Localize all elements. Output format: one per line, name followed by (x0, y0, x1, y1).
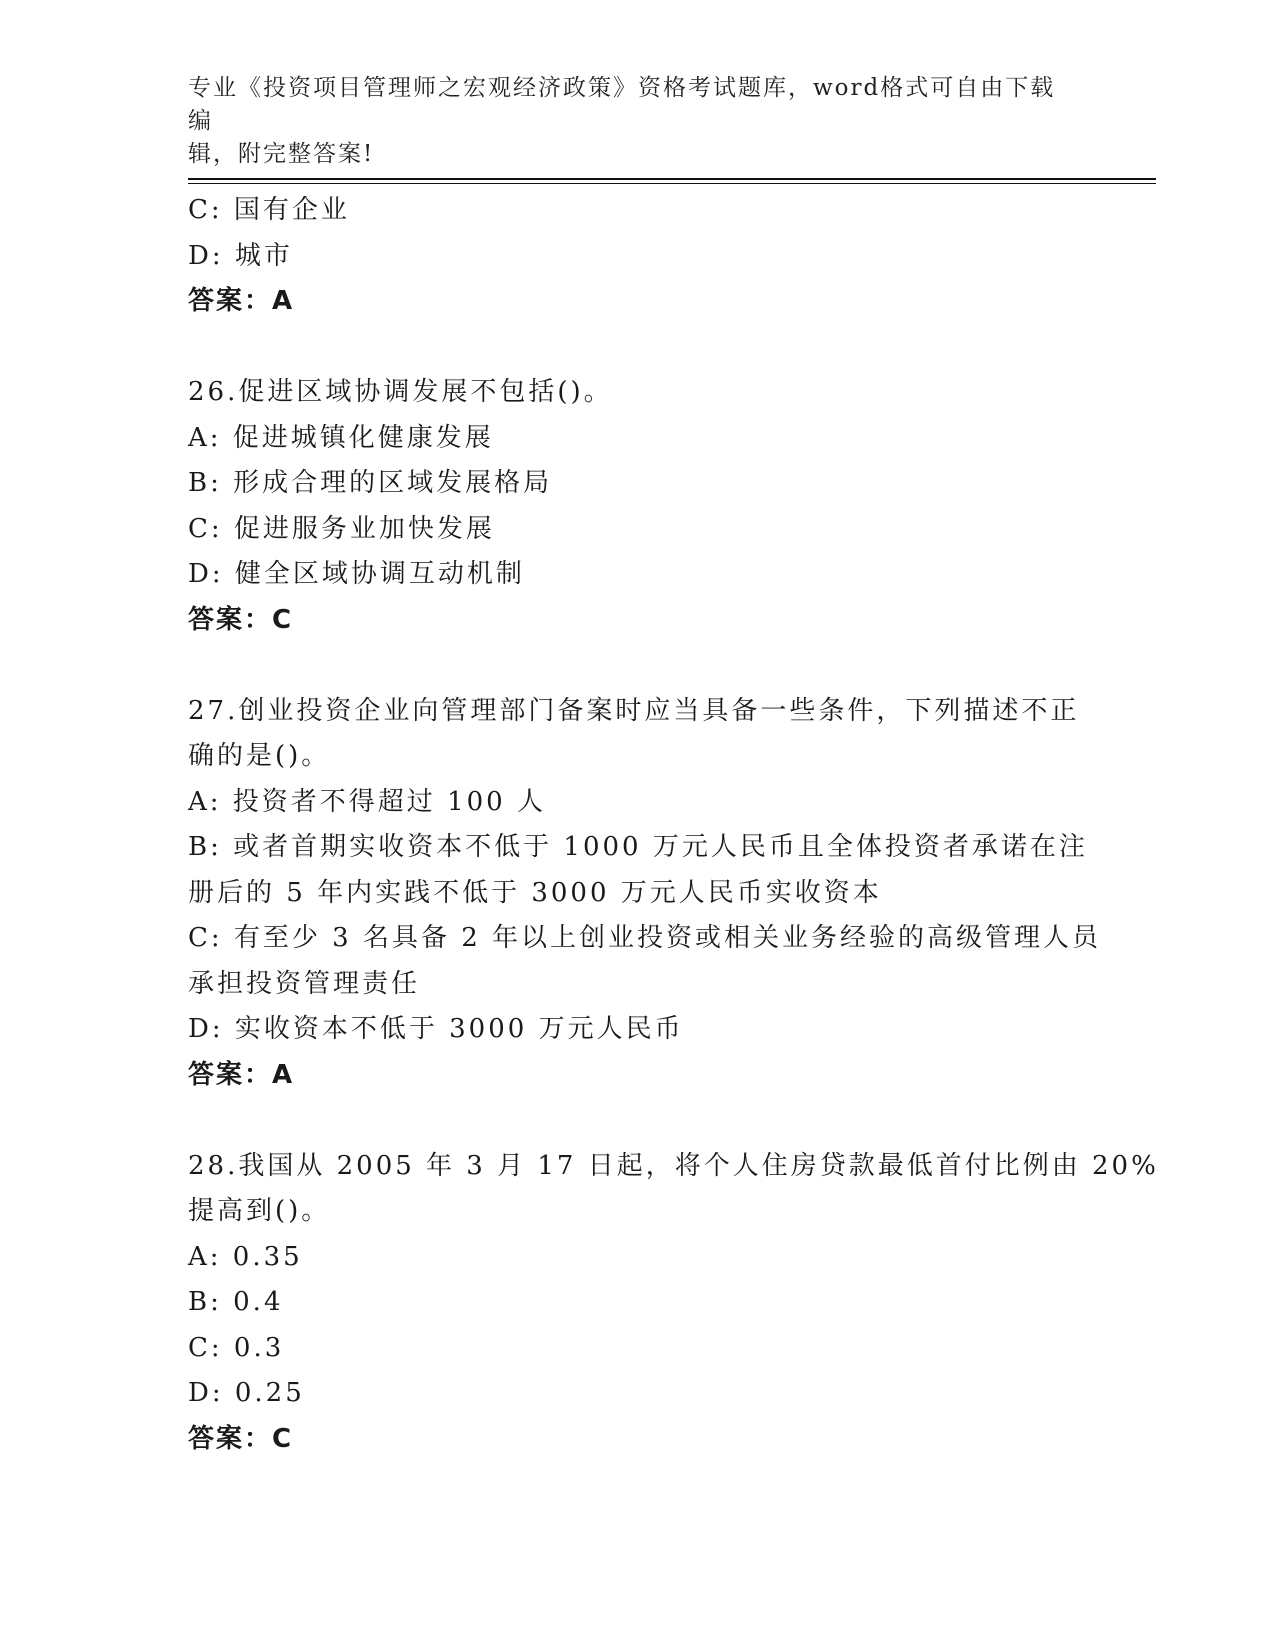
question-27 (188, 689, 1102, 1099)
question-stem: 28.我国从 2005 年 3 月 17 日起，将个人住房贷款最低首付比例由 20% (188, 1150, 1159, 1181)
answer-line: 答案：C (188, 1423, 294, 1454)
question-26 (188, 370, 1088, 643)
spacer (188, 325, 1088, 371)
option-c-cont: 承担投资管理责任 (188, 968, 421, 999)
question-stem: 27.创业投资企业向管理部门备案时应当具备一些条件，下列描述不正 (188, 695, 1080, 726)
spacer (188, 643, 1088, 689)
header-line-1: 专业《投资项目管理师之宏观经济政策》资格考试题库，word格式可自由下载编 (188, 75, 1056, 134)
option-c: C: 有至少 3 名具备 2 年以上创业投资或相关业务经验的高级管理人员 (188, 923, 1102, 953)
header-rule-thick (188, 178, 1156, 180)
question-list (188, 188, 1159, 1462)
option-c: C: 0.3 (188, 1332, 285, 1363)
spacer (188, 1098, 1088, 1144)
option-d: D: 健全区域协调互动机制 (188, 559, 525, 589)
question-stem-cont: 确的是()。 (188, 741, 331, 771)
option-d: D: 城市 (188, 240, 293, 271)
option-b: B: 形成合理的区域发展格局 (188, 468, 553, 498)
question-stem-cont: 提高到()。 (188, 1196, 331, 1226)
answer-line: 答案：C (188, 604, 294, 635)
option-c: C: 促进服务业加快发展 (188, 513, 495, 544)
option-c: C: 国有企业 (188, 195, 350, 225)
header-line-2: 辑，附完整答案! (188, 141, 375, 167)
option-a: A: 促进城镇化健康发展 (188, 422, 494, 453)
header-rule-thin (188, 183, 1156, 184)
option-d: D: 实收资本不低于 3000 万元人民币 (188, 1014, 684, 1044)
document-header (188, 72, 1068, 171)
option-d: D: 0.25 (188, 1378, 305, 1408)
answer-line: 答案：A (188, 1059, 295, 1090)
question-25-tail (188, 188, 1088, 325)
option-a: A: 0.35 (188, 1241, 303, 1272)
answer-line: 答案：A (188, 286, 295, 316)
option-b: B: 或者首期实收资本不低于 1000 万元人民币且全体投资者承诺在注 (188, 832, 1088, 862)
option-b: B: 0.4 (188, 1287, 284, 1317)
option-a: A: 投资者不得超过 100 人 (188, 786, 546, 817)
question-28 (188, 1144, 1159, 1463)
option-b-cont: 册后的 5 年内实践不低于 3000 万元人民币实收资本 (188, 877, 882, 908)
question-stem: 26.促进区域协调发展不包括()。 (188, 377, 613, 407)
